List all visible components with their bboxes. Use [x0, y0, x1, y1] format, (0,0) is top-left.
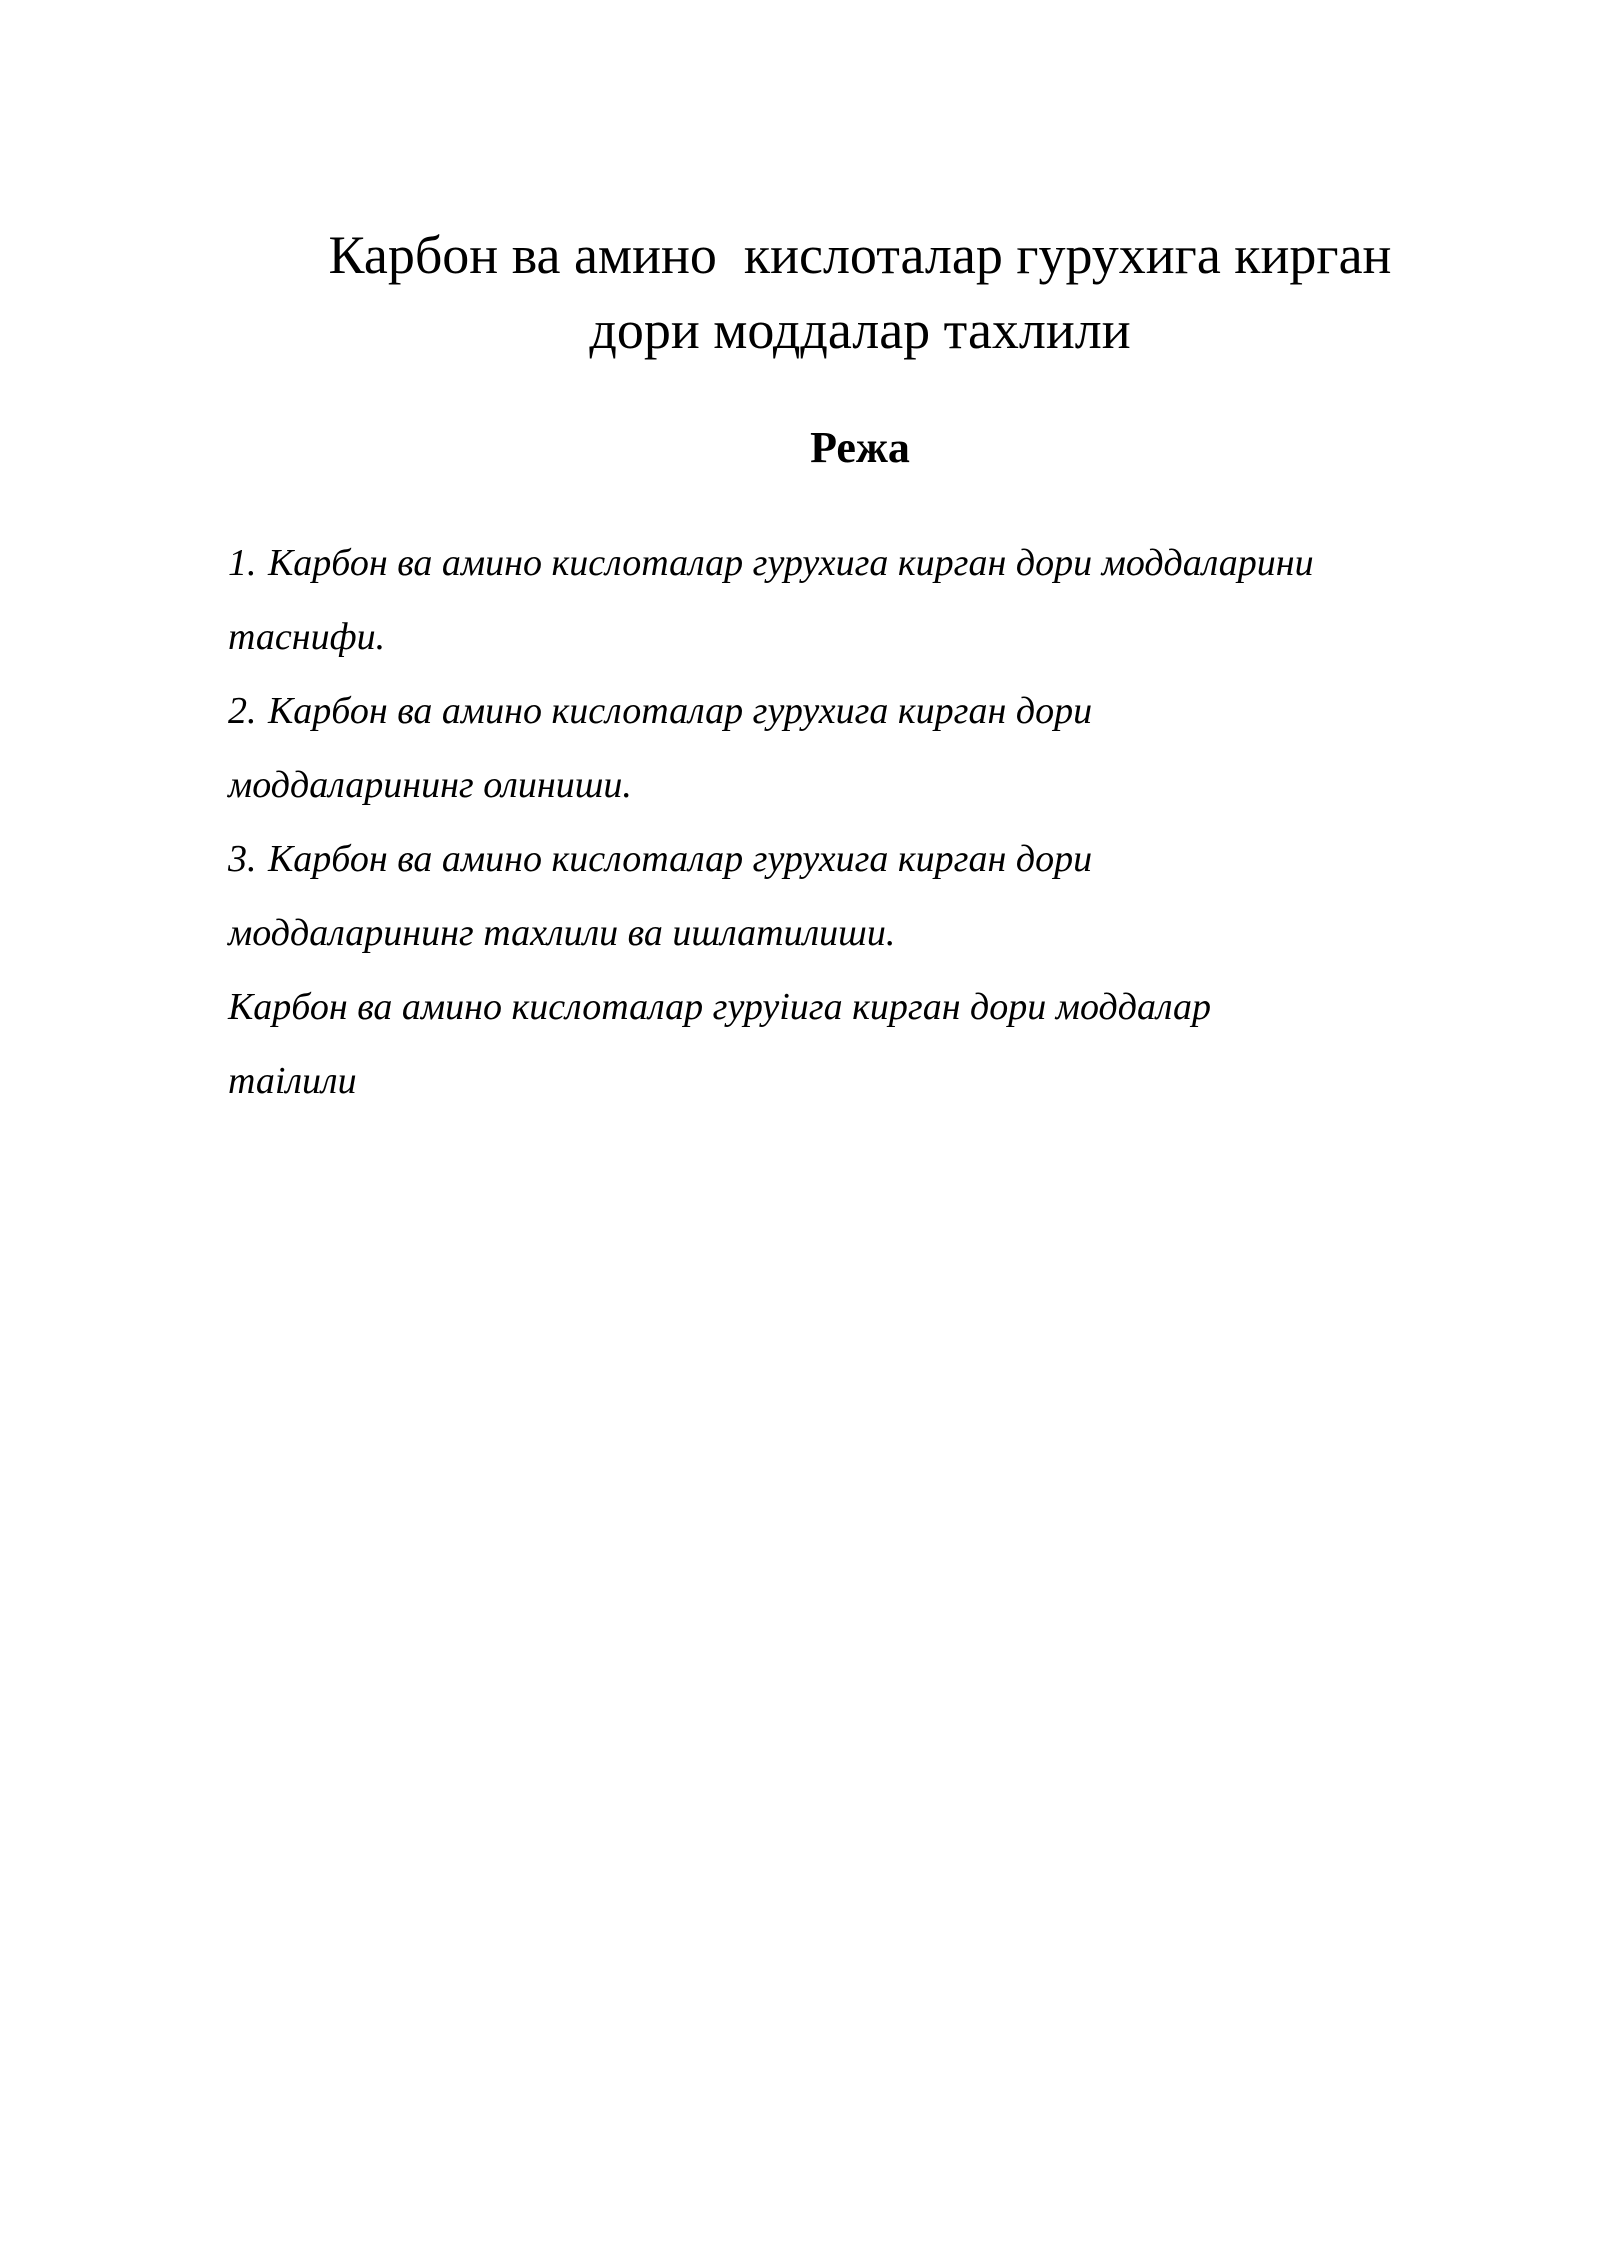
plan-heading: Режа	[810, 423, 910, 472]
plan-item-1-number: 1.	[228, 542, 257, 584]
plan-item-3-line-2: моддаларининг тахлили ва ишлатилиши.	[228, 912, 896, 954]
title-line-2: дори моддалар тахлили	[589, 300, 1131, 360]
plan-item-2-text: Карбон ва амино кислоталар гурухига кирган дори	[268, 690, 1093, 732]
plan-item-1-text: Карбон ва амино кислоталар гурухига кирган дори моддаларини	[268, 542, 1314, 584]
plan-item-2-line-2: моддаларининг олиниши.	[228, 764, 632, 806]
plan-item-2-line-1	[228, 674, 1488, 748]
plan-item-3-number: 3.	[228, 838, 257, 880]
plan-item-3-text: Карбон ва амино кислоталар гурухига кирган дори	[268, 838, 1093, 880]
title-line-1: Карбон ва амино кислоталар гурухига кирган	[328, 225, 1392, 285]
document-title	[230, 218, 1490, 368]
plan-item-1-line-1	[228, 526, 1488, 600]
plan-item-1-line-2: таснифи.	[228, 616, 386, 658]
closing-line-2: таiлили	[228, 1060, 357, 1102]
plan-list	[228, 526, 1488, 1118]
plan-item-3-line-1	[228, 822, 1488, 896]
closing-line-1: Карбон ва амино кислоталар гуруiига кирган дори моддалар	[228, 986, 1211, 1028]
plan-item-2-number: 2.	[228, 690, 257, 732]
